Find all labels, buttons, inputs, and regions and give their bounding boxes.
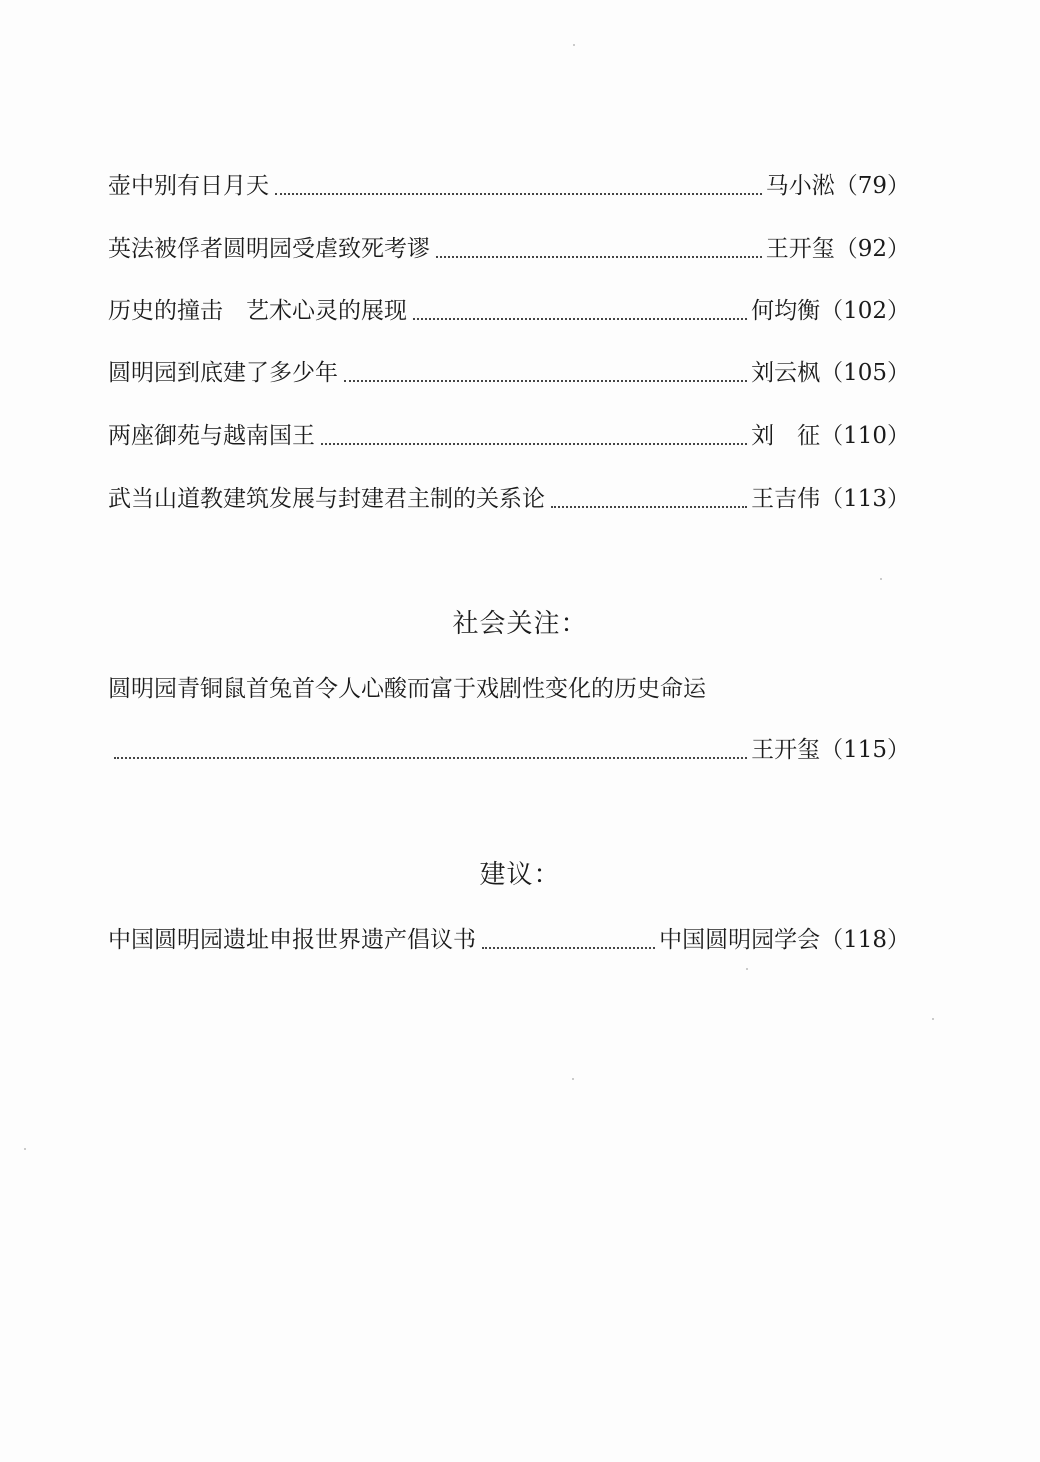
dot-leader (114, 757, 747, 759)
toc-entry-page: （ 79 ） (835, 166, 910, 206)
toc-entry-page: （ 105 ） (820, 353, 910, 393)
toc-entry-page: （ 115 ） (820, 730, 910, 770)
toc-entry-title: 圆明园青铜鼠首兔首令人心酸而富于戏剧性变化的历史命运 (108, 676, 706, 702)
toc-entry (108, 479, 910, 519)
toc-entry-author: 王开玺 (751, 737, 821, 763)
scan-speck (880, 578, 882, 580)
dot-leader (344, 380, 747, 382)
toc-entry-page: （ 118 ） (820, 920, 910, 960)
toc-entry-title: 英法被俘者圆明园受虐致死考谬 (108, 236, 430, 262)
scan-speck (573, 44, 575, 46)
toc-entry-author: 何均衡 (751, 298, 821, 324)
toc-entry-page: （ 113 ） (820, 479, 910, 519)
dot-leader (275, 193, 762, 195)
toc-entry-title: 历史的撞击 艺术心灵的展现 (108, 298, 407, 324)
scan-speck (572, 1078, 574, 1080)
section-heading-social: 社会关注： (452, 609, 588, 639)
toc-entry (108, 166, 910, 206)
scan-speck (932, 1018, 934, 1020)
toc-entry-author: 刘 征 (751, 423, 821, 449)
dot-leader (436, 256, 762, 258)
dot-leader (482, 947, 655, 949)
dot-leader (413, 318, 747, 320)
toc-entry-page: （ 92 ） (835, 229, 910, 269)
toc-entry (108, 353, 910, 393)
dot-leader (321, 443, 747, 445)
toc-entry-author: 王吉伟 (751, 486, 821, 512)
toc-entry-title: 两座御苑与越南国王 (108, 423, 315, 449)
toc-entry-author: 王开玺 (765, 236, 835, 262)
toc-entry-title: 圆明园到底建了多少年 (108, 360, 338, 386)
scan-speck (24, 1148, 26, 1150)
toc-entry (108, 416, 910, 456)
toc-entry (108, 730, 910, 770)
toc-entry-author: 刘云枫 (751, 360, 821, 386)
toc-entry (108, 291, 910, 331)
toc-entry-title: 中国圆明园遗址申报世界遗产倡议书 (108, 927, 476, 953)
toc-entry-title: 武当山道教建筑发展与封建君主制的关系论 (108, 486, 545, 512)
dot-leader (551, 506, 747, 508)
scan-speck (746, 968, 748, 970)
toc-entry-author: 中国圆明园学会 (659, 927, 821, 953)
toc-entry (108, 229, 910, 269)
section-heading-proposal: 建议： (479, 860, 561, 890)
toc-entry-author: 马小淞 (765, 173, 835, 199)
toc-entry (108, 920, 910, 960)
toc-entry-page: （ 102 ） (820, 291, 910, 331)
toc-entry-page: （ 110 ） (820, 416, 910, 456)
toc-entry-title: 壶中别有日月天 (108, 173, 269, 199)
